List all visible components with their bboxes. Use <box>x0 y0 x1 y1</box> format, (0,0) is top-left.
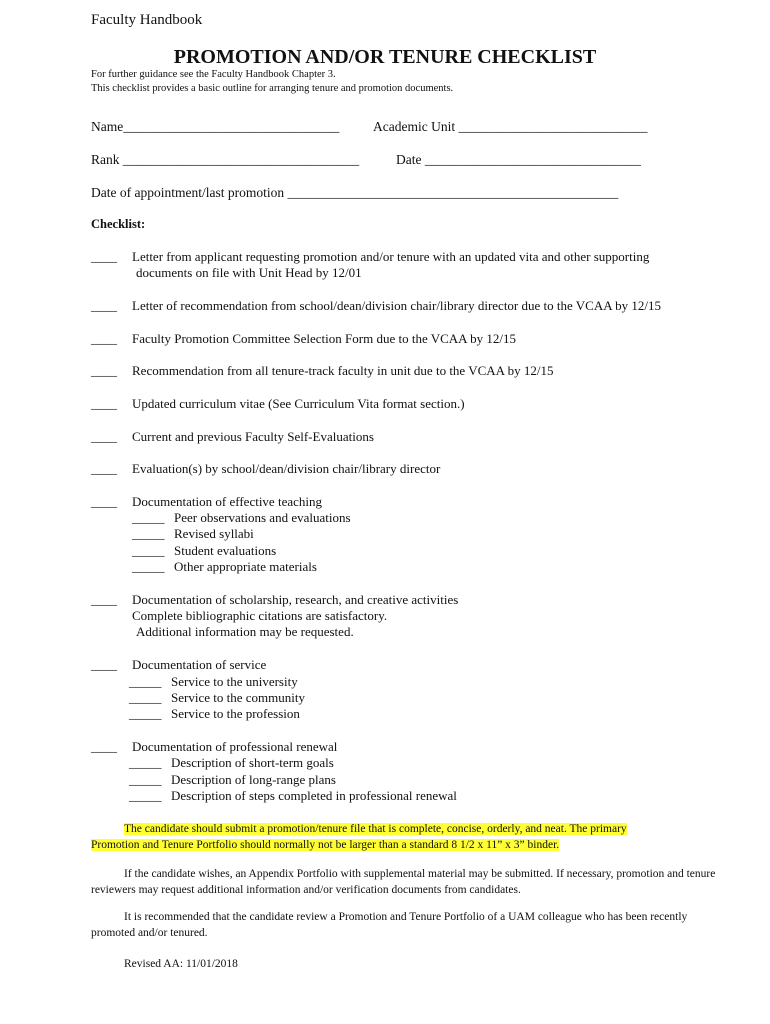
appointment-date-field[interactable]: Date of appointment/last promotion _________________________________________________ <box>91 185 619 200</box>
checklist-item: Recommendation from all tenure-track faculty in unit due to the VCAA by 12/15 <box>132 363 554 378</box>
sub-checkbox-blank[interactable]: _____ <box>132 543 165 558</box>
sub-checkbox-blank[interactable]: _____ <box>129 772 162 787</box>
guidance-line-2: This checklist provides a basic outline for arranging tenure and promotion documents. <box>91 83 454 94</box>
checkbox-blank[interactable]: ____ <box>91 249 117 264</box>
checklist-item: Faculty Promotion Committee Selection Form due to the VCAA by 12/15 <box>132 331 516 346</box>
checkbox-blank[interactable]: ____ <box>91 363 117 378</box>
sub-checkbox-blank[interactable]: _____ <box>129 690 162 705</box>
sub-item: Student evaluations <box>174 543 277 558</box>
guidance-line-1: For further guidance see the Faculty Handbook Chapter 3. <box>91 69 336 80</box>
sub-item: Description of short-term goals <box>171 755 334 770</box>
sub-checkbox-blank[interactable]: _____ <box>129 706 162 721</box>
sub-item: Peer observations and evaluations <box>174 510 351 525</box>
checklist-item: Updated curriculum vitae (See Curriculum Vita format section.) <box>132 396 465 411</box>
checklist-item-continuation: documents on file with Unit Head by 12/01 <box>136 265 362 280</box>
checklist-item: Documentation of scholarship, research, and creative activities <box>132 592 459 607</box>
sub-item: Description of long-range plans <box>171 772 336 787</box>
checklist-item: Letter of recommendation from school/dean/division chair/library director due to the VCAA by 12/15 <box>132 298 662 313</box>
recommendation-paragraph: It is recommended that the candidate review a Promotion and Tenure Portfolio of a UAM colleague who has been recently promoted and/or tenured. <box>91 911 688 939</box>
checklist-item: Current and previous Faculty Self-Evaluations <box>132 429 374 444</box>
highlighted-note-line-1: The candidate should submit a promotion/tenure file that is complete, concise, orderly, and neat. The primary <box>124 823 627 835</box>
sub-item: Other appropriate materials <box>174 559 317 574</box>
sub-item: Service to the profession <box>171 706 300 721</box>
sub-item: Service to the university <box>171 674 298 689</box>
checklist-item-note: Complete bibliographic citations are satisfactory. <box>132 608 388 623</box>
running-head: Faculty Handbook <box>91 12 203 28</box>
checklist-item: Evaluation(s) by school/dean/division chair/library director <box>132 461 441 476</box>
checklist-item: Letter from applicant requesting promotion and/or tenure with an updated vita and other supporting <box>132 249 650 264</box>
checklist-item: Documentation of professional renewal <box>132 739 338 754</box>
checkbox-blank[interactable]: ____ <box>91 739 117 754</box>
revision-date: Revised AA: 11/01/2018 <box>124 958 238 970</box>
sub-checkbox-blank[interactable]: _____ <box>129 674 162 689</box>
sub-item: Service to the community <box>171 690 305 705</box>
checkbox-blank[interactable]: ____ <box>91 429 117 444</box>
name-field[interactable]: Name________________________________ <box>91 119 340 134</box>
sub-checkbox-blank[interactable]: _____ <box>132 526 165 541</box>
checkbox-blank[interactable]: ____ <box>91 494 117 509</box>
checkbox-blank[interactable]: ____ <box>91 298 117 313</box>
date-field[interactable]: Date ________________________________ <box>396 152 641 167</box>
rank-field[interactable]: Rank ___________________________________ <box>91 152 360 167</box>
sub-checkbox-blank[interactable]: _____ <box>129 755 162 770</box>
sub-checkbox-blank[interactable]: _____ <box>129 788 162 803</box>
sub-checkbox-blank[interactable]: _____ <box>132 510 165 525</box>
checklist-item-note: Additional information may be requested. <box>136 624 354 639</box>
checklist-item: Documentation of service <box>132 657 267 672</box>
sub-item: Description of steps completed in professional renewal <box>171 788 457 803</box>
checklist-heading: Checklist: <box>91 217 146 231</box>
checkbox-blank[interactable]: ____ <box>91 592 117 607</box>
checklist-item: Documentation of effective teaching <box>132 494 322 509</box>
sub-checkbox-blank[interactable]: _____ <box>132 559 165 574</box>
sub-item: Revised syllabi <box>174 526 254 541</box>
highlighted-note-line-2: Promotion and Tenure Portfolio should normally not be larger than a standard 8 1/2 x 11” x 3” binder. <box>91 839 560 851</box>
checkbox-blank[interactable]: ____ <box>91 396 117 411</box>
appendix-paragraph: If the candidate wishes, an Appendix Portfolio with supplemental material may be submitted. If necessary, promotion and tenure reviewers may request additional information and/or verification documents from candidates. <box>91 868 716 896</box>
academic-unit-field[interactable]: Academic Unit ____________________________ <box>373 119 648 134</box>
checkbox-blank[interactable]: ____ <box>91 331 117 346</box>
checkbox-blank[interactable]: ____ <box>91 657 117 672</box>
checkbox-blank[interactable]: ____ <box>91 461 117 476</box>
page-title: PROMOTION AND/OR TENURE CHECKLIST <box>173 46 597 68</box>
